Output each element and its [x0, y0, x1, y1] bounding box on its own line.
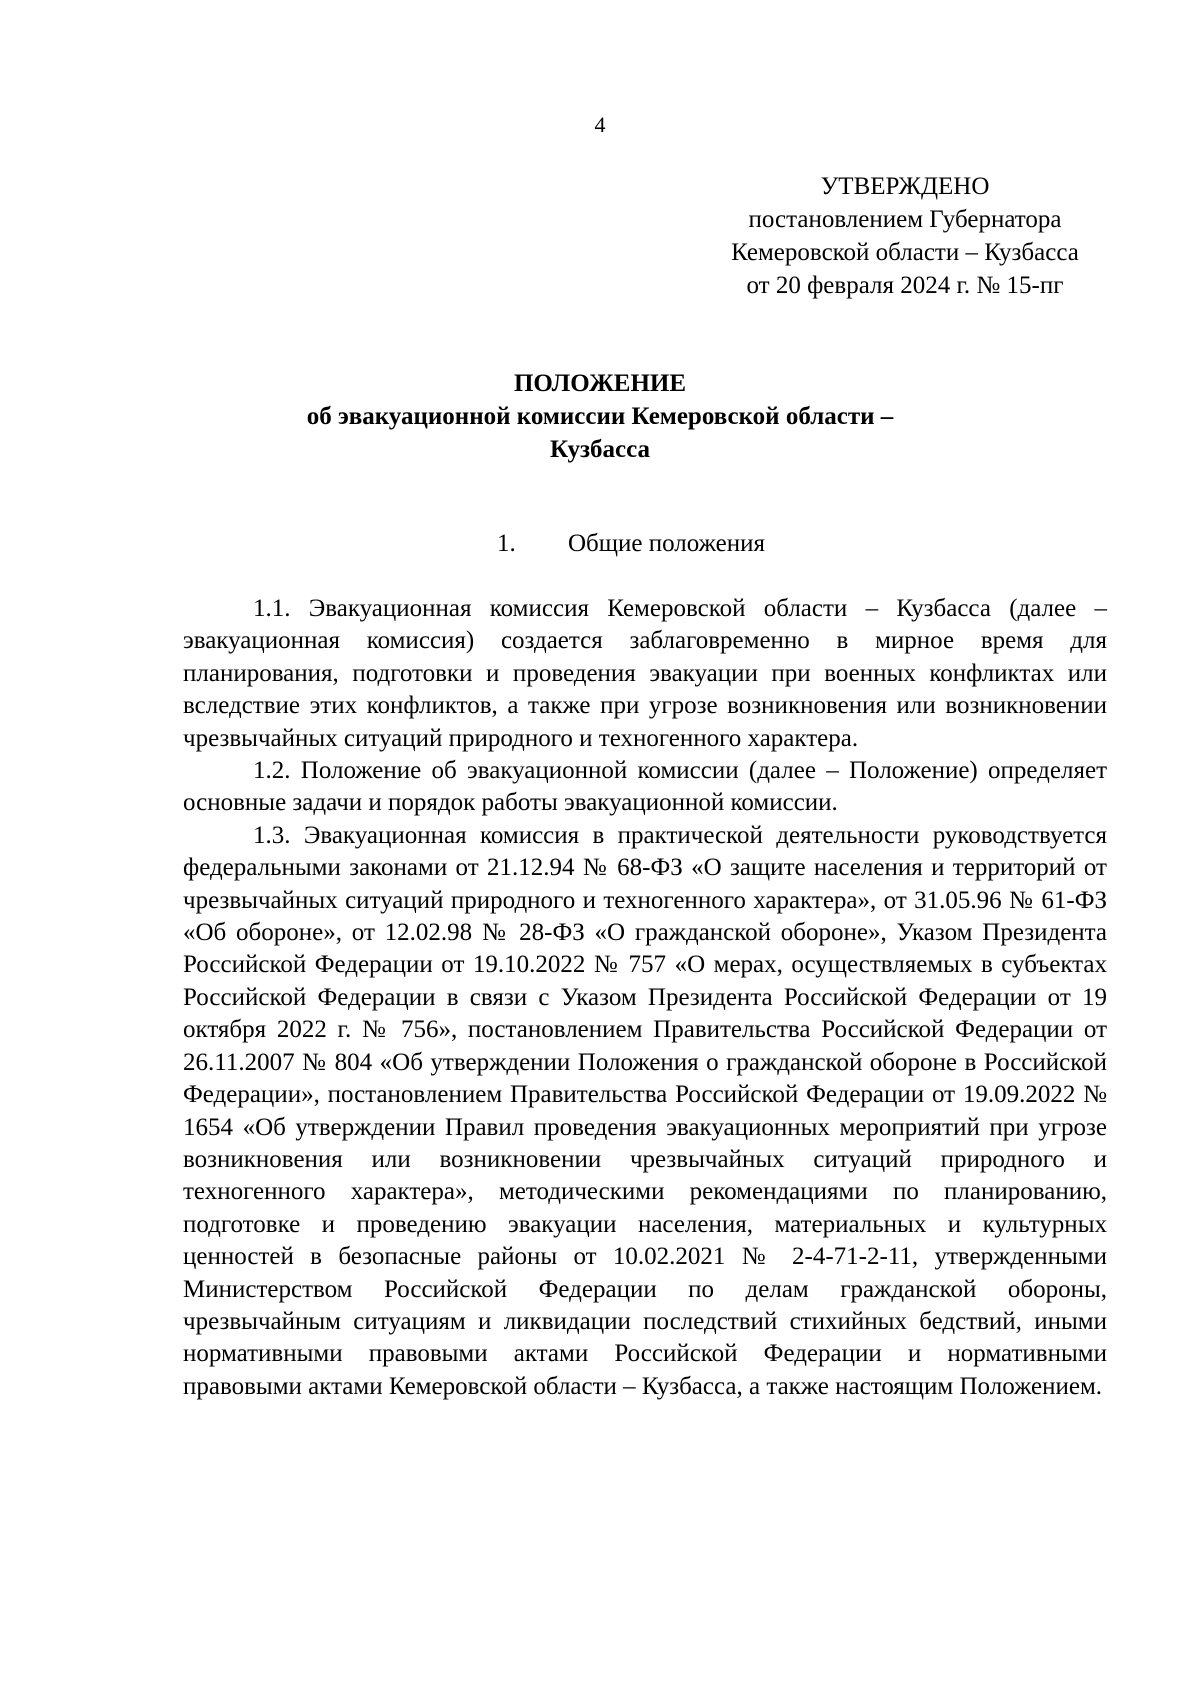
approval-line-decree: постановлением Губернатора: [748, 206, 1062, 233]
section-number: 1.: [497, 530, 516, 557]
body-text: [183, 593, 1107, 1403]
approval-stamp: [680, 170, 1130, 302]
page-number: 4: [594, 112, 606, 137]
title-subtitle-line2: Кузбасса: [549, 436, 651, 463]
title-subtitle-line1: об эвакуационной комиссии Кемеровской области –: [306, 403, 894, 430]
approval-heading: УТВЕРЖДЕНО: [820, 173, 990, 200]
paragraph-1-2: 1.2. Положение об эвакуационной комиссии (далее – Положение) определяет основные задачи и порядок работы эвакуационной комиссии.: [183, 757, 1107, 817]
approval-line-region: Кемеровской области – Кузбасса: [731, 239, 1079, 266]
title-main: ПОЛОЖЕНИЕ: [513, 370, 687, 397]
section-title: Общие положения: [568, 530, 765, 557]
approval-line-date: от 20 февраля 2024 г. № 15-пг: [746, 272, 1064, 299]
paragraph-1-1: 1.1. Эвакуационная комиссия Кемеровской области – Кузбасса (далее – эвакуационная комиссия) создается заблаговременно в мирное время для планирования, подготовки и проведения эвакуации при военных конфликтах или вследствие этих конфликтов, а также при угрозе возникновения или возникновении чрезвычайных ситуаций природного и техногенного характера.: [183, 595, 1107, 752]
paragraph-1-3: 1.3. Эвакуационная комиссия в практической деятельности руководствуется федеральными законами от 21.12.94 № 68-ФЗ «О защите населения и территорий от чрезвычайных ситуаций природного и техногенного характера», от 31.05.96 № 61-ФЗ «Об обороне», от 12.02.98 № 28-ФЗ «О гражданской обороне», Указом Президента Российской Федерации от 19.10.2022 № 757 «О мерах, осуществляемых в субъектах Российской Федерации в связи с Указом Президента Российской Федерации от 19 октября 2022 г. № 756», постановлением Правительства Российской Федерации от 26.11.2007 № 804 «Об утверждении Положения о гражданской обороне в Российской Федерации», постановлением Правительства Российской Федерации от 19.09.2022 № 1654 «Об утверждении Правил проведения эвакуационных мероприятий при угрозе возникновения или возникновении чрезвычайных ситуаций природного и техногенного характера», методическими рекомендациями по планированию, подготовке и проведению эвакуации населения, материальных и культурных ценностей в безопасные районы от 10.02.2021 № 2-4-71-2-11, утвержденными Министерством Российской Федерации по делам гражданской обороны, чрезвычайным ситуациям и ликвидации последствий стихийных бедствий, иными нормативными правовыми актами Российской Федерации и нормативными правовыми актами Кемеровской области – Кузбасса, а также настоящим Положением.: [183, 821, 1107, 1400]
document-title: [0, 367, 1200, 466]
